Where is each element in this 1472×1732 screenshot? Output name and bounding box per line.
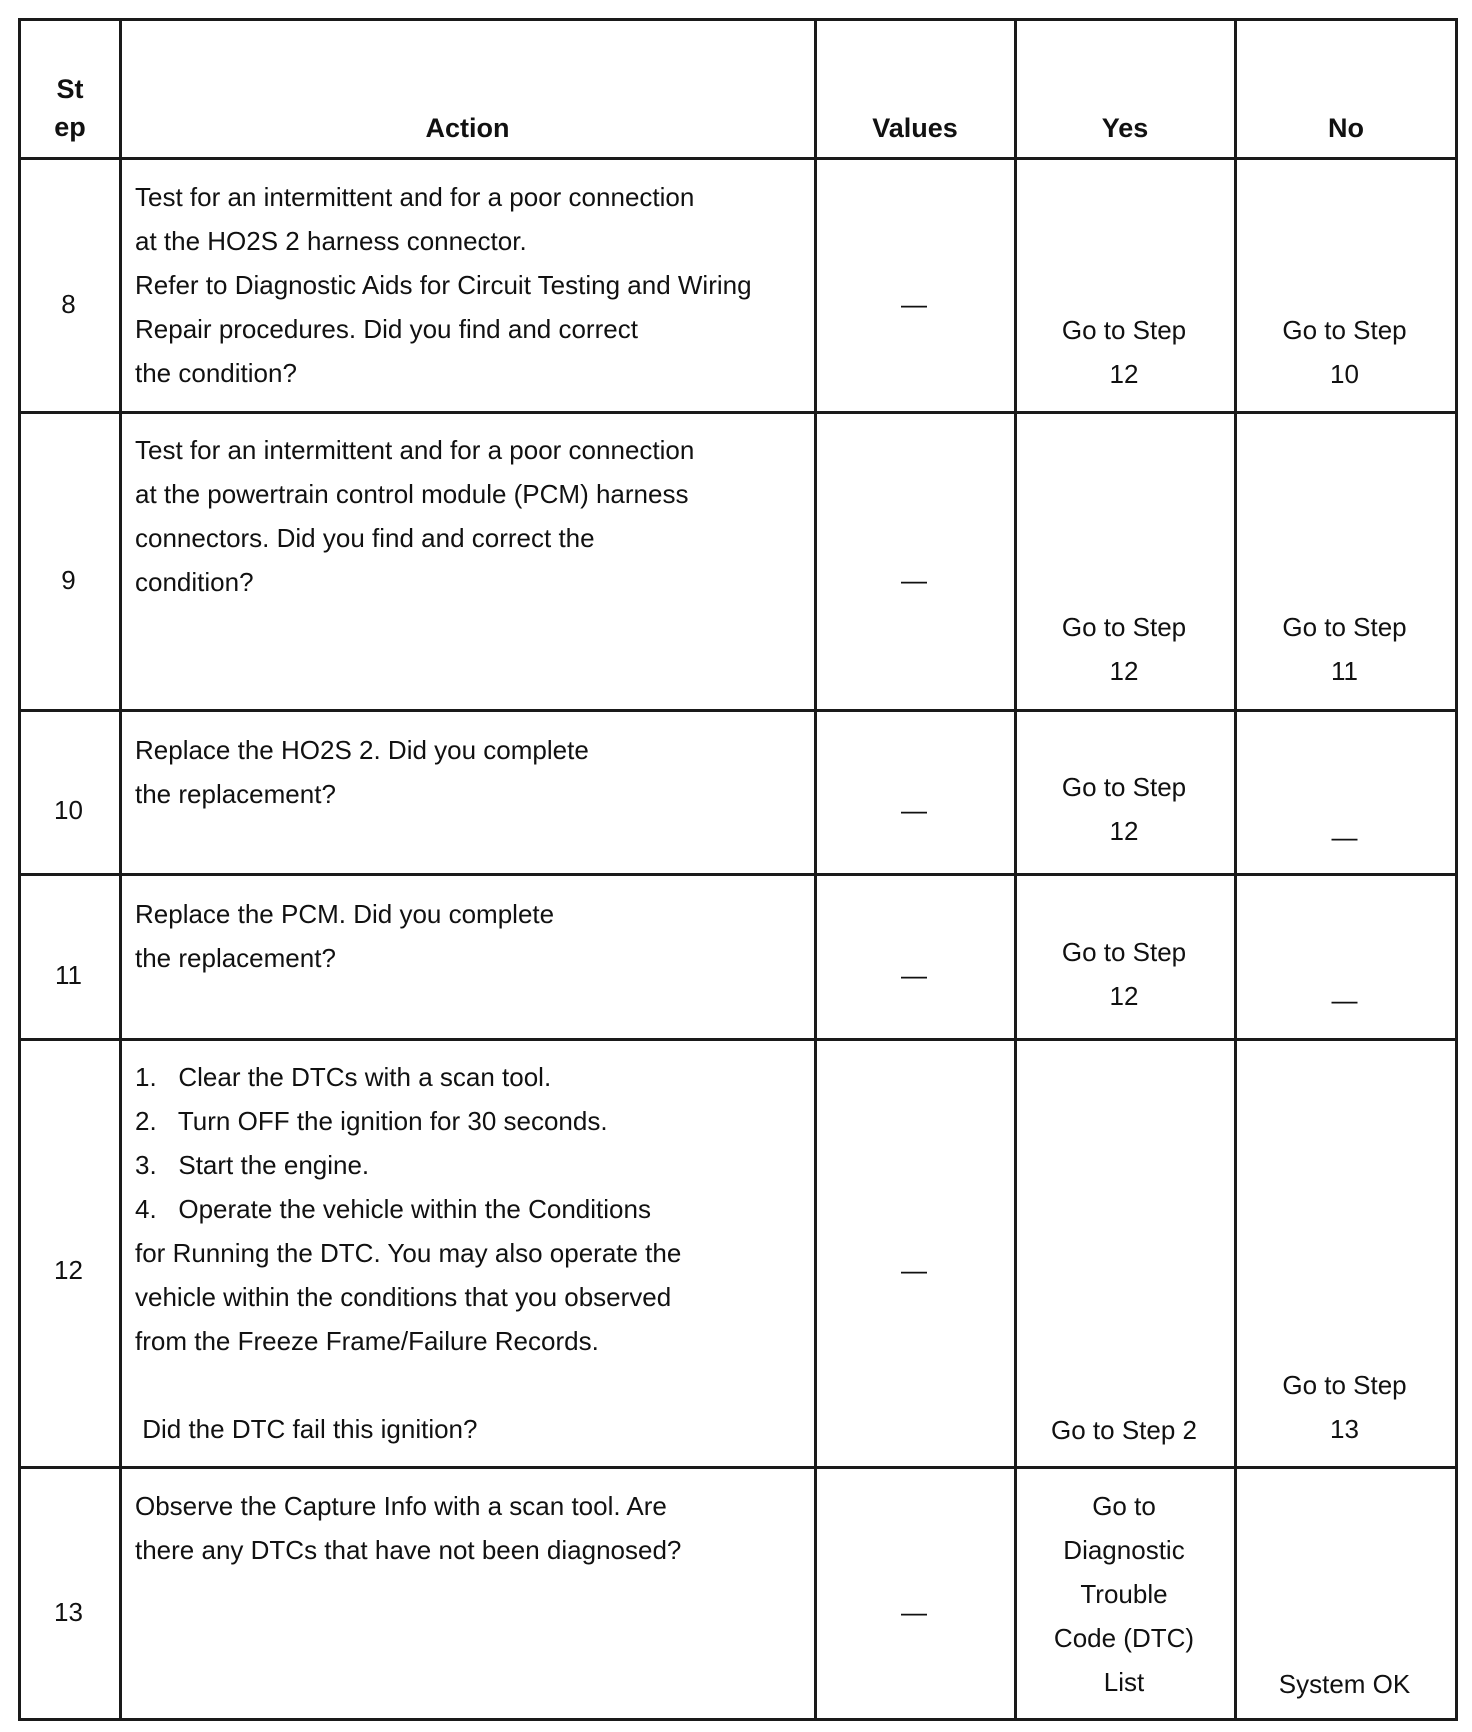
action-text [135,175,805,395]
action-text-line: from the Freeze Frame/Failure Records. [135,1326,599,1356]
values-cell: — [901,1597,927,1627]
yes-cell [1014,765,1234,853]
column-divider [1455,18,1458,1721]
column-divider [119,18,122,1721]
action-text-line: Test for an intermittent and for a poor connection [135,182,695,212]
step-number: 13 [54,1597,83,1627]
values-cell: — [901,565,927,595]
header-yes: Yes [1101,113,1149,143]
no-cell [1234,815,1455,859]
row-divider [18,709,1458,712]
action-text-line: for Running the DTC. You may also operate the [135,1238,682,1268]
no-cell-line: 10 [1330,359,1359,389]
no-cell [1234,308,1455,396]
action-text-line: the condition? [135,358,297,388]
values-cell: — [901,1255,927,1285]
action-text-line: 4. Operate the vehicle within the Conditions [135,1194,651,1224]
yes-cell [1014,308,1234,396]
action-text-line: 2. Turn OFF the ignition for 30 seconds. [135,1106,608,1136]
no-cell [1234,1363,1455,1451]
no-cell [1234,1662,1455,1706]
no-cell-line: — [1331,985,1358,1015]
row-divider [18,1718,1458,1721]
yes-cell [1014,605,1234,693]
step-number: 11 [55,960,82,990]
yes-cell-line: List [1103,1667,1145,1697]
row-divider [18,1038,1458,1041]
action-text-line: at the powertrain control module (PCM) harness [135,479,689,509]
header-no: No [1328,113,1364,143]
action-text-line: the replacement? [135,779,336,809]
yes-cell-line: Go to Step [1061,315,1187,345]
no-cell-line: 11 [1331,656,1358,686]
yes-cell-line: Go to [1092,1491,1156,1521]
action-text-line: Test for an intermittent and for a poor connection [135,435,695,465]
action-text [135,728,805,816]
action-text-line: 3. Start the engine. [135,1150,370,1180]
column-divider [1014,18,1017,1721]
row-divider [18,411,1458,414]
yes-cell-line: Go to Step [1061,772,1187,802]
header-step [20,70,120,146]
no-cell-line: 13 [1330,1414,1359,1444]
action-text-line: connectors. Did you find and correct the [135,523,595,553]
no-cell [1234,978,1455,1022]
yes-cell-line: 12 [1109,359,1139,389]
action-text-line: vehicle within the conditions that you observed [135,1282,672,1312]
column-divider [18,18,21,1721]
yes-cell-line: 12 [1109,816,1139,846]
step-number: 9 [61,565,76,595]
no-cell-line: Go to Step [1282,612,1407,642]
values-cell: — [901,795,927,825]
no-cell [1234,605,1455,693]
step-number: 10 [54,795,83,825]
action-text-line: Repair procedures. Did you find and correct [135,314,638,344]
yes-cell-line: Code (DTC) [1053,1623,1195,1653]
yes-cell-line: Diagnostic [1063,1535,1185,1565]
values-cell: — [901,289,927,319]
column-divider [1234,18,1237,1721]
action-text [135,428,805,604]
row-divider [18,1466,1458,1469]
yes-cell-line: 12 [1109,656,1139,686]
action-text-line: the replacement? [135,943,336,973]
action-text-line: Did the DTC fail this ignition? [135,1414,478,1444]
header-values: Values [872,113,958,143]
row-divider [18,873,1458,876]
no-cell-line: Go to Step [1282,315,1407,345]
values-cell: — [901,960,927,990]
row-divider [18,157,1458,160]
no-cell-line: Go to Step [1282,1370,1407,1400]
yes-cell-line: Go to Step 2 [1051,1415,1197,1445]
step-number: 8 [61,289,76,319]
yes-cell-line: Trouble [1080,1579,1168,1609]
step-number: 12 [54,1255,83,1285]
yes-cell [1014,1408,1234,1452]
action-text [135,1055,805,1451]
row-divider [18,18,1458,21]
yes-cell [1014,930,1234,1018]
action-text-line: at the HO2S 2 harness connector. [135,226,527,256]
action-text-line: condition? [135,567,254,597]
column-divider [814,18,817,1721]
action-text-line: Refer to Diagnostic Aids for Circuit Testing and Wiring [135,270,752,300]
action-text-line: Replace the HO2S 2. Did you complete [135,735,589,765]
yes-cell-line: 12 [1109,981,1139,1011]
action-text [135,1484,805,1572]
action-text-line: 1. Clear the DTCs with a scan tool. [135,1062,552,1092]
no-cell-line: — [1331,822,1358,852]
yes-cell-line: Go to Step [1061,612,1187,642]
header-step-line2: ep [54,112,86,142]
action-text-line [135,1363,805,1407]
yes-cell-line: Go to Step [1061,937,1187,967]
header-action: Action [425,113,510,143]
action-text [135,892,805,980]
no-cell-line: System OK [1278,1669,1411,1699]
header-step-line1: St [56,74,84,104]
action-text-line: Observe the Capture Info with a scan tool. Are [135,1491,667,1521]
yes-cell [1014,1484,1234,1704]
action-text-line: Replace the PCM. Did you complete [135,899,555,929]
action-text-line: there any DTCs that have not been diagnosed? [135,1535,682,1565]
